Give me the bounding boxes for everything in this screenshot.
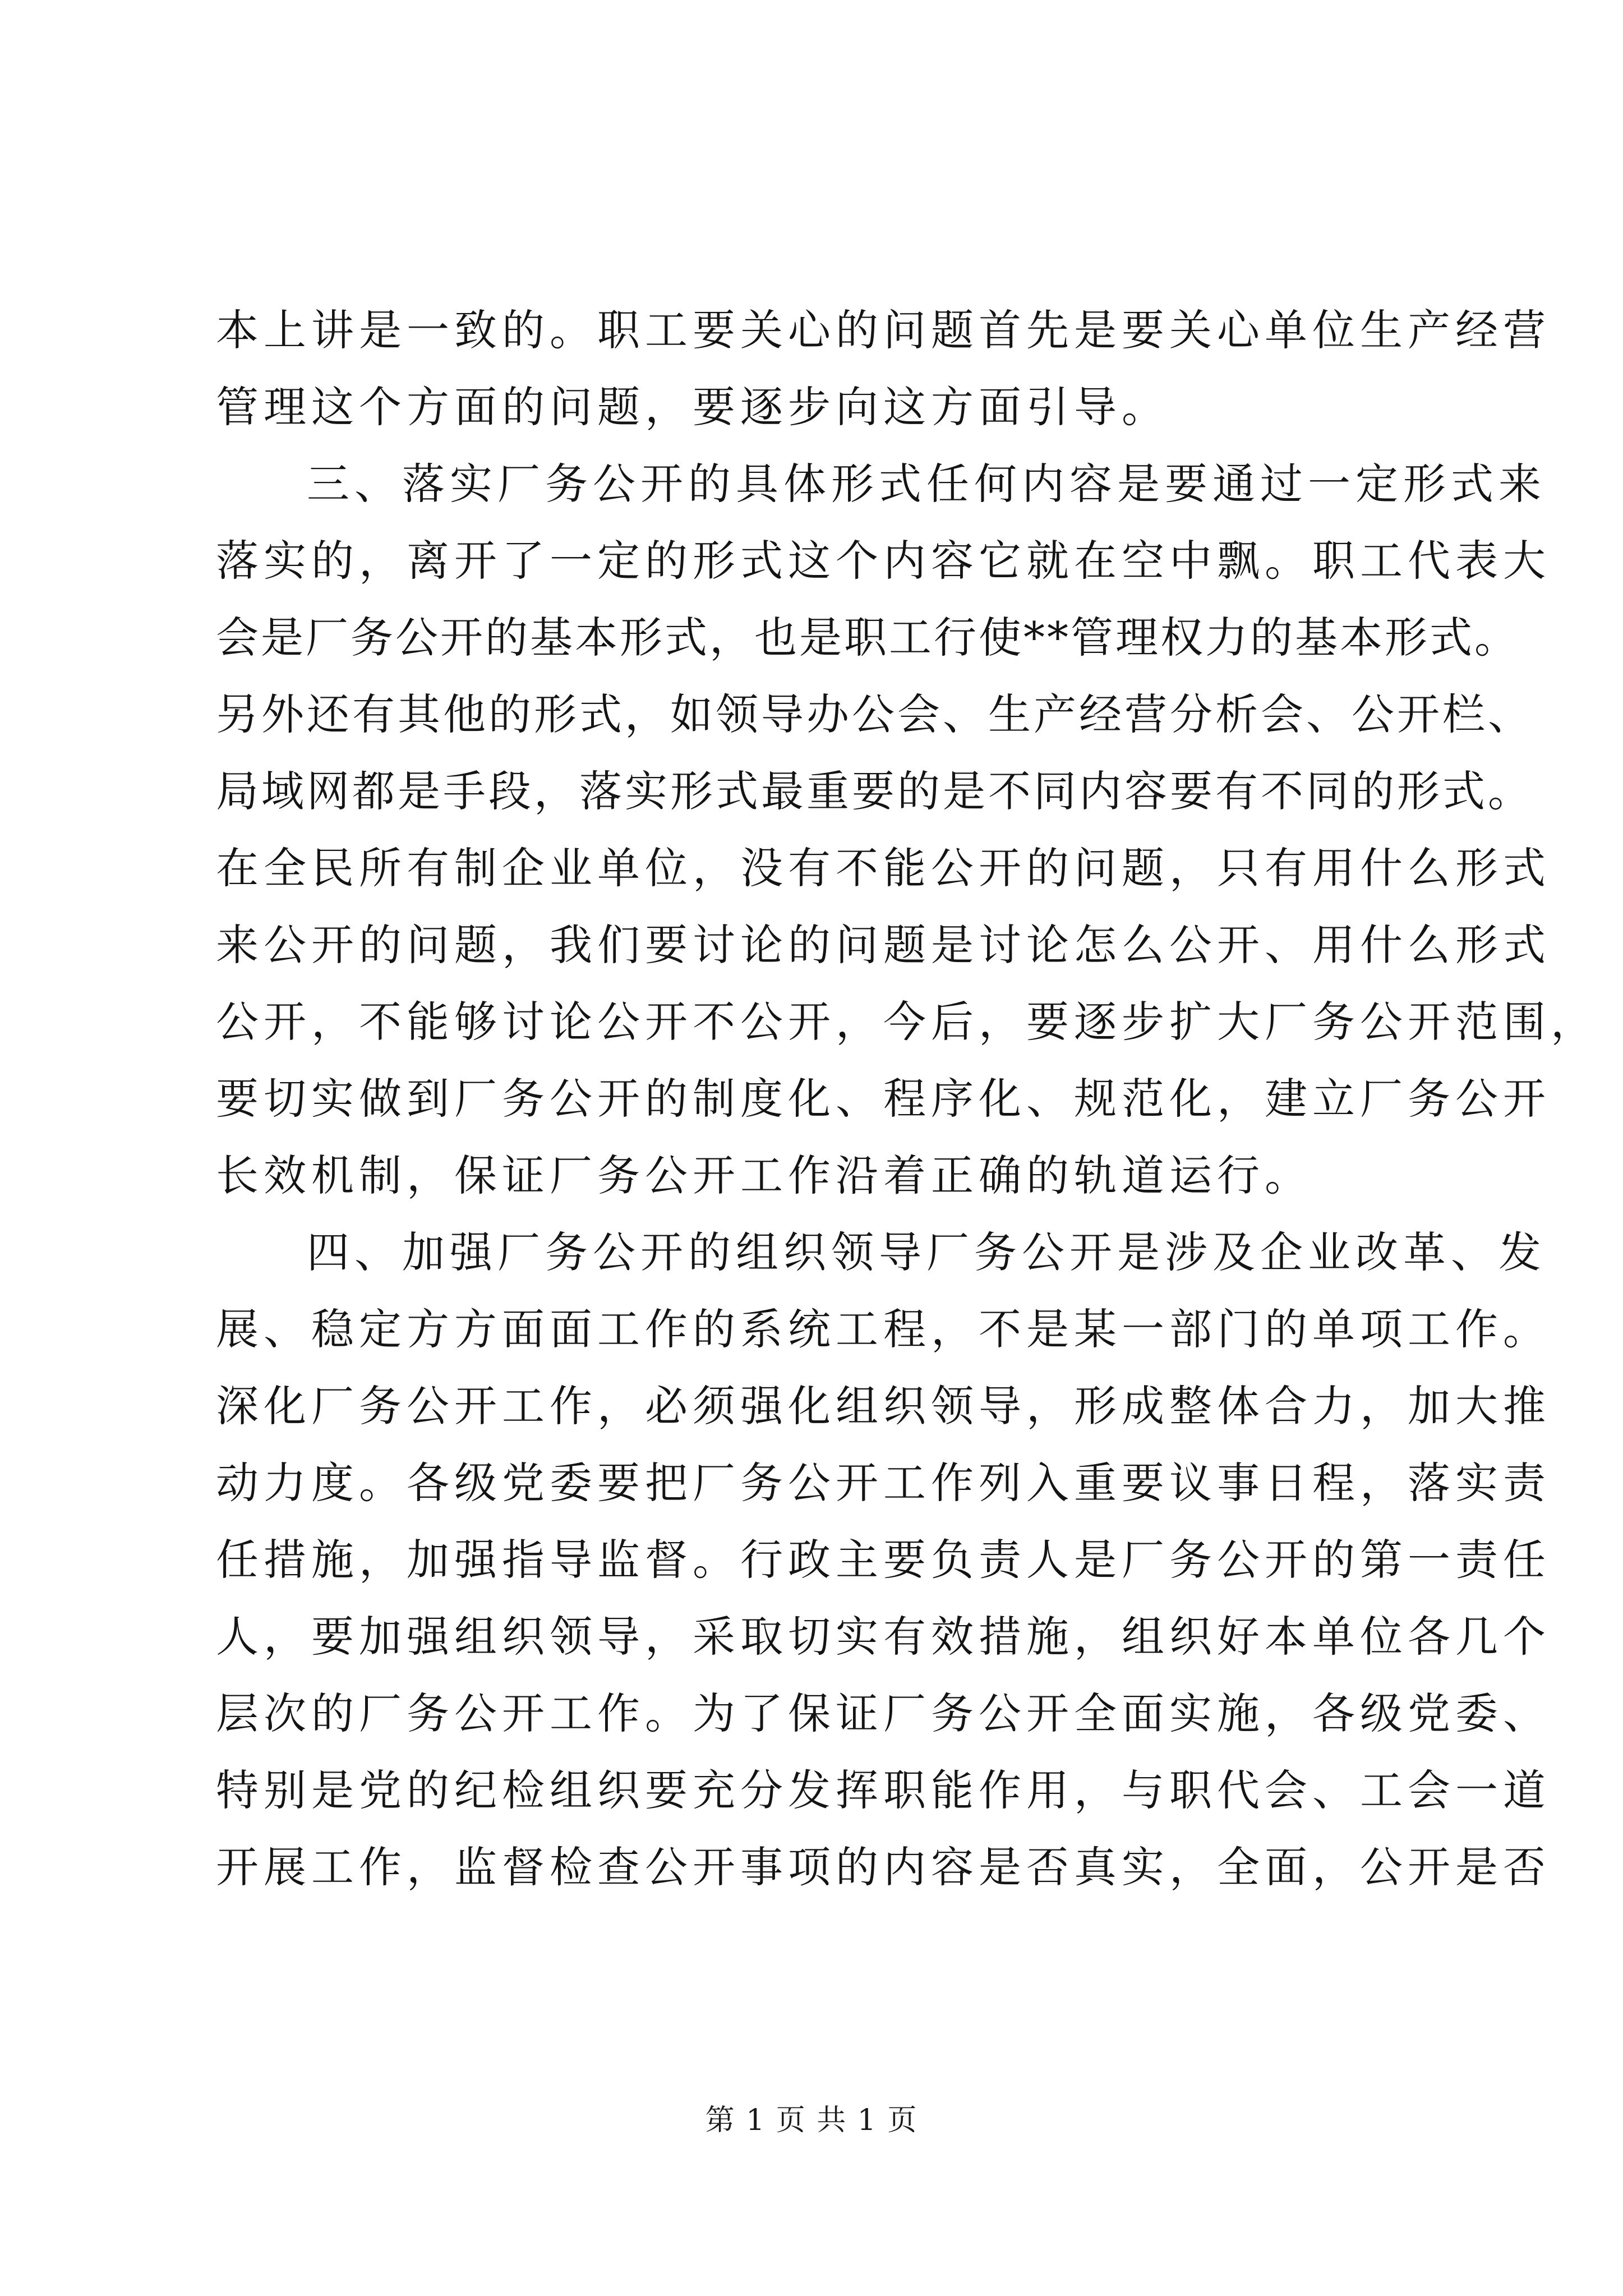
text-line: 要切实做到厂务公开的制度化、程序化、规范化，建立厂务公开 <box>216 1074 1551 1124</box>
body-text <box>216 292 1598 1906</box>
text-line: 会是厂务公开的基本形式，也是职工行使**管理权力的基本形式。 <box>216 613 1519 662</box>
text-line: 公开，不能够讨论公开不公开，今后，要逐步扩大厂务公开范围， <box>216 997 1598 1047</box>
text-line: 展、稳定方方面面工作的系统工程，不是某一部门的单项工作。 <box>216 1304 1551 1354</box>
text-line: 层次的厂务公开工作。为了保证厂务公开全面实施，各级党委、 <box>216 1688 1551 1738</box>
text-line: 开展工作，监督检查公开事项的内容是否真实，全面，公开是否 <box>216 1842 1551 1892</box>
text-line: 四、加强厂务公开的组织领导厂务公开是涉及企业改革、发 <box>307 1227 1546 1277</box>
text-line: 人，要加强组织领导，采取切实有效措施，组织好本单位各几个 <box>216 1612 1551 1662</box>
text-line: 来公开的问题，我们要讨论的问题是讨论怎么公开、用什么形式 <box>216 920 1551 970</box>
page-number-footer: 第 1 页 共 1 页 <box>705 2104 918 2137</box>
text-line: 深化厂务公开工作，必须强化组织领导，形成整体合力，加大推 <box>216 1381 1551 1431</box>
text-line: 落实的，离开了一定的形式这个内容它就在空中飘。职工代表大 <box>216 536 1551 586</box>
text-line: 管理这个方面的问题，要逐步向这方面引导。 <box>216 382 1169 432</box>
text-line: 另外还有其他的形式，如领导办公会、生产经营分析会、公开栏、 <box>216 689 1533 739</box>
text-line: 局域网都是手段，落实形式最重要的是不同内容要有不同的形式。 <box>216 766 1533 816</box>
text-line: 特别是党的纪检组织要充分发挥职能作用，与职代会、工会一道 <box>216 1765 1551 1815</box>
text-line: 本上讲是一致的。职工要关心的问题首先是要关心单位生产经营 <box>216 305 1551 355</box>
text-line: 三、落实厂务公开的具体形式任何内容是要通过一定形式来 <box>307 459 1546 509</box>
text-line: 动力度。各级党委要把厂务公开工作列入重要议事日程，落实责 <box>216 1458 1551 1508</box>
text-line: 任措施，加强指导监督。行政主要负责人是厂务公开的第一责任 <box>216 1535 1551 1585</box>
text-line: 长效机制，保证厂务公开工作沿着正确的轨道运行。 <box>216 1151 1312 1200</box>
text-line: 在全民所有制企业单位，没有不能公开的问题，只有用什么形式 <box>216 843 1551 893</box>
